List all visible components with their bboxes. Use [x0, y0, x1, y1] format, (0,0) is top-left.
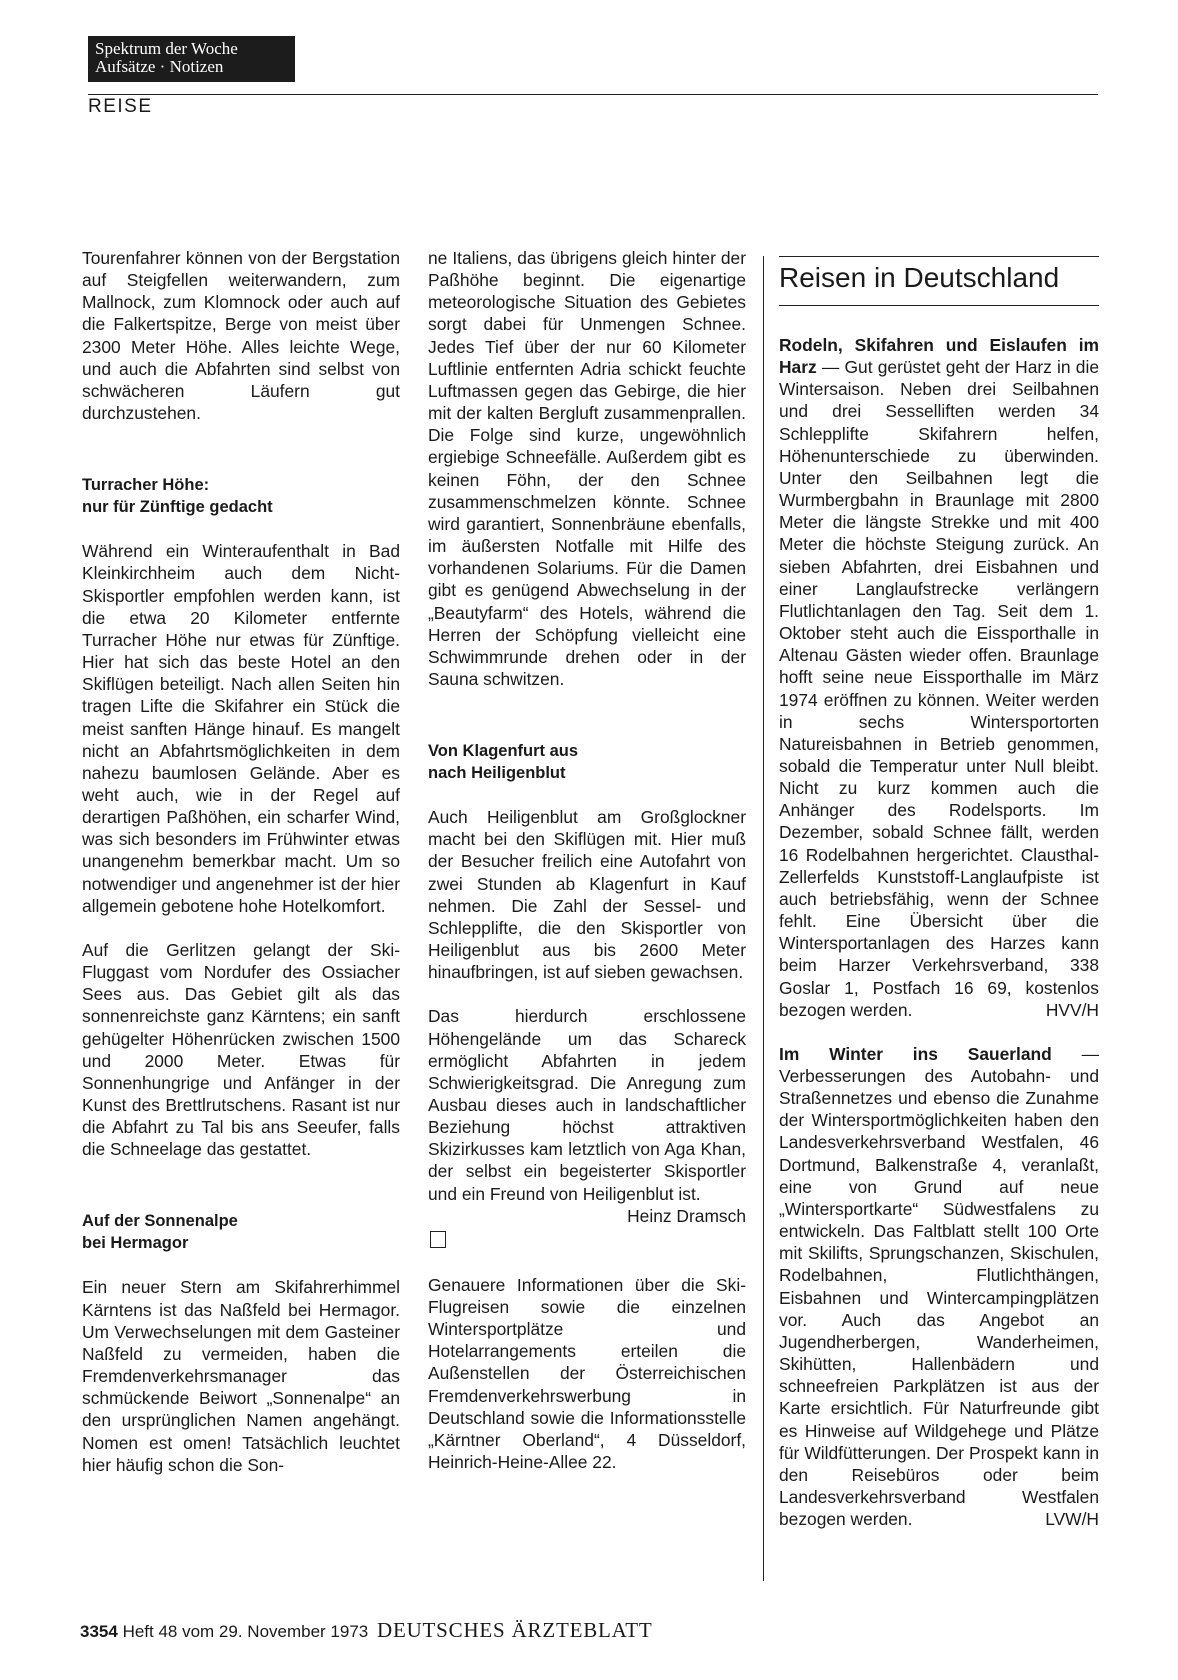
lead-in: Rodeln, Skifahren und Eislaufen im Harz — [779, 335, 1099, 378]
badge-line-1: Spektrum der Woche — [95, 39, 238, 58]
paragraph — [779, 334, 1099, 1021]
paragraph: Tourenfahrer können von der Bergstation auf Steigfellen weiterwandern, zum Mallnock, zum Klomnock oder auch auf die Falkertspitze, Berge von meist über 2300 Meter Höhe. Alles leichte Wege, und auch die Abfahrten sind selbst von schwächeren Läufern gut durchzustehen. — [82, 248, 400, 424]
lead-in: Im Winter ins Sauerland — [779, 1043, 1052, 1064]
subheading — [82, 474, 400, 518]
subheading-line: nur für Zünftige gedacht — [82, 498, 273, 517]
subheading-line: Auf der Sonnenalpe — [82, 1212, 238, 1231]
subheading — [428, 740, 746, 784]
subheading-line: Von Klagenfurt aus — [428, 742, 579, 761]
box-title: Reisen in Deutschland — [779, 262, 1060, 293]
page-number: 3354 — [80, 1622, 118, 1641]
paragraph-text: — Verbesserungen des Autobahn- und Straßennetzes und ebenso die Zunahme der Wintersportmöglichkeiten haben den Landesverkehrsverband Westfalen, 46 Dortmund, Balkenstraße 4, veranlaßt, eine von Grund auf neue „Wintersportkarte“ Südwestfalens zu entwickeln. Das Faltblatt stellt 100 Orte mit Skilifts, Sprungschanzen, Skischulen, Rodelbahnen, Flutlichthängen, Eisbahnen und Wintercampingplätzen vor. Auch das Angebot an Jugendherbergen, Wanderheimen, Skihütten, Hallenbädern und schneefreien Parkplätzen ist aus der Karte ersichtlich. Für Naturfreunde gibt es Hinweise auf Wildgehege und Plätze für Wildfütterungen. Der Prospekt kann in den Reisebüros oder beim Landesverkehrsverband Westfalen bezogen werden. — [779, 1043, 1099, 1530]
column-1 — [82, 247, 400, 1498]
paragraph: Genauere Informationen über die Ski-Flugreisen sowie die einzelnen Wintersportplätze und Hotelarrangements erteilen die Außenstellen der Österreichischen Fremdenverkehrswerbung in Deutschland sowie die Informationsstelle „Kärntner Oberland“, 4 Düsseldorf, Heinrich-Heine-Allee 22. — [428, 1274, 746, 1473]
column-2 — [428, 247, 746, 1495]
paragraph: ne Italiens, das übrigens gleich hinter der Paßhöhe beginnt. Die eigenartige meteorologische Situation des Gebietes sorgt dabei für Unmengen Schnee. Jedes Tief über der nur 60 Kilometer Luftlinie entfernten Adria schickt feuchte Luftmassen gegen das Gebirge, die hier mit der kalten Bergluft zusammenprallen. Die Folge sind kurze, ungewöhnlich ergiebige Schneefälle. Außerdem gibt es keinen Föhn, der den Schnee zusammenschmelzen könnte. Schnee wird garantiert, Sonnenbräune ebenfalls, im äußersten Notfalle mit Hilfe des vorhandenen Solariums. Für die Damen gibt es genügend Abwechselung in der „Beautyfarm“ des Hotels, während die Herren der Schöpfung vielleicht eine Schwimmrunde drehen oder in der Sauna schwitzen. — [428, 248, 746, 689]
paragraph — [779, 1043, 1099, 1530]
paragraph-text: Das hierdurch erschlossene Höhengelände um das Schareck ermöglicht Abfahrten in jedem Schwierigkeitsgrad. Die Anregung zum Ausbau dieses auch in landschaftlicher Beziehung höchst attraktiven Skizirkusses kam letztlich von Aga Khan, der selbst ein begeisterter Skisportler und ein Freund von Heiligenblut ist. — [428, 1006, 746, 1204]
section-badge — [88, 36, 295, 82]
subheading-line: nach Heiligenblut — [428, 764, 566, 783]
column-divider — [763, 256, 764, 1581]
section-label: REISE — [88, 96, 153, 117]
sidebar-box — [779, 256, 1099, 1552]
journal-name: DEUTSCHES ÄRZTEBLATT — [376, 1618, 653, 1642]
end-mark-square — [430, 1231, 446, 1248]
source-signature: HVV/H — [1045, 999, 1099, 1020]
box-title-rule — [779, 305, 1099, 306]
header-rule — [88, 94, 1098, 95]
badge-line-2: Aufsätze · Notizen — [95, 57, 224, 76]
subheading — [82, 1210, 400, 1254]
issue-info: Heft 48 vom 29. November 1973 — [122, 1622, 369, 1641]
box-top-rule — [779, 256, 1099, 257]
author-signature: Heinz Dramsch — [627, 1205, 746, 1226]
paragraph: Auf die Gerlitzen gelangt der Ski-Fluggast vom Nordufer des Ossiacher Sees aus. Das Gebiet gilt als das sonnenreichste ganz Kärntens; ein sanft gehügelter Höhenrücken zwischen 1500 und 2000 Meter. Etwas für Sonnenhungrige und Anfänger in der Kunst des Brettlrutschens. Rasant ist nur die Abfahrt zu Tal bis ans Seeufer, falls die Schneelage das gestattet. — [82, 939, 400, 1160]
paragraph: Auch Heiligenblut am Großglockner macht bei den Skiflügen mit. Hier muß der Besucher freilich eine Autofahrt von zwei Stunden ab Klagenfurt in Kauf nehmen. Die Zahl der Sessel- und Schlepplifte, die den Skisportler von Heiligenblut aus bis 2600 Meter hinaufbringen, ist auf sieben gewachsen. — [428, 807, 746, 983]
paragraph-text: — Gut gerüstet geht der Harz in die Wintersaison. Neben drei Seilbahnen und drei Sesselliften werden 34 Schlepplifte Skifahrern helfen, Höhenunterschiede zu überwinden. Unter den Seilbahnen legt die Wurmbergbahn in Braunlage mit 2800 Meter die längste Strekke und mit 400 Meter die höchste Steigung zurück. An sieben Abfahrten, drei Eisbahnen und einer Langlaufstrecke verlängern Flutlichtanlagen den Tag. Seit dem 1. Oktober steht auch die Eissporthalle in Altenau Gästen wieder offen. Braunlage hofft seine neue Eissporthalle im März 1974 eröffnen zu können. Weiter werden in sechs Wintersportorten Natureisbahnen in Betrieb genommen, sobald die Temperatur unter Null bleibt. Nicht zu kurz kommen auch die Anhänger des Rodelsports. Im Dezember, sobald Schnee fällt, werden 16 Rodelbahnen hergerichtet. Clausthal-Zellerfelds Kunststoff-Langlaufpiste ist auch betriebsfähig, wenn der Schnee fehlt. Eine Übersicht über die Wintersportanlagen des Harzes kann beim Harzer Verkehrsverband, 338 Goslar 1, Postfach 16 69, kostenlos bezogen werden. — [779, 357, 1099, 1020]
subheading-line: Turracher Höhe: — [82, 476, 210, 495]
source-signature: LVW/H — [1045, 1509, 1099, 1530]
paragraph — [428, 1005, 746, 1226]
subheading-line: bei Hermagor — [82, 1234, 189, 1253]
paragraph: Während ein Winteraufenthalt in Bad Kleinkirchheim auch dem Nicht-Skisportler empfohlen werden kann, ist die etwa 20 Kilometer entfernte Turracher Höhe nur etwas für Zünftige. Hier hat sich das beste Hotel an den Skiflügen beteiligt. Nach allen Seiten hin tragen Lifte die Skifahrer ein Stück die meist sanften Hänge hinauf. Es mangelt nicht an Abfahrtsmöglichkeiten in dem nahezu baumlosen Gelände. Aber es weht auch, wie in der Regel auf derartigen Paßhöhen, ein scharfer Wind, was sich besonders im Frühwinter etwas unangenehm bemerkbar macht. Um so notwendiger und angenehmer ist der hier allgemein gebotene hohe Hotelkomfort. — [82, 541, 400, 916]
page-footer — [80, 1618, 653, 1643]
paragraph: Ein neuer Stern am Skifahrerhimmel Kärntens ist das Naßfeld bei Hermagor. Um Verwechselungen mit dem Gasteiner Naßfeld zu vermeiden, haben die Fremdenverkehrsmanager das schmückende Beiwort „Sonnenalpe“ an den ursprünglichen Namen angehängt. Nomen est omen! Tatsächlich leuchtet hier häufig schon die Son- — [82, 1277, 400, 1475]
